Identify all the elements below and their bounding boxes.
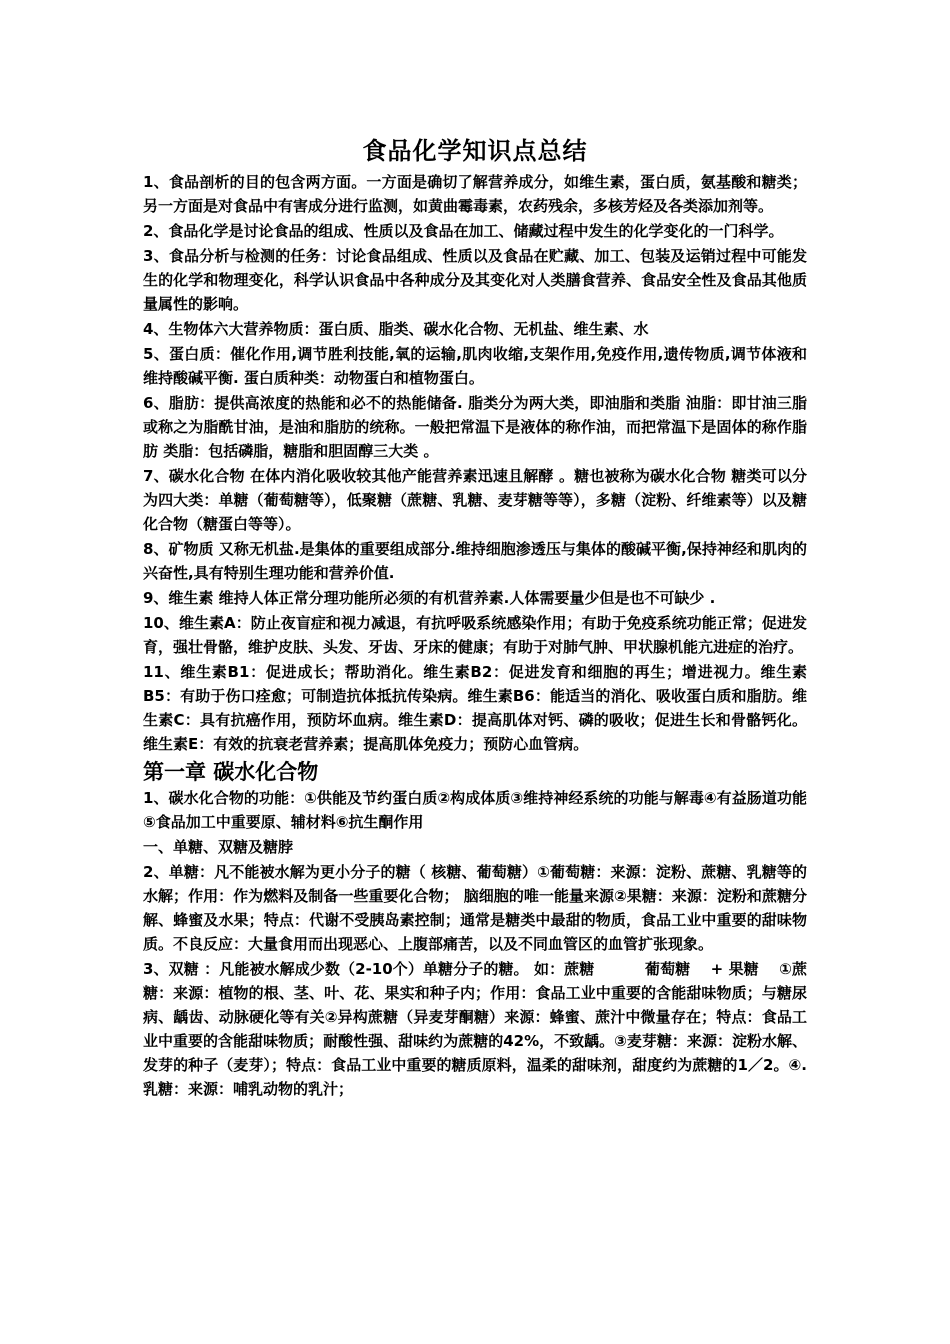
intro-paragraph-3: 3、食品分析与检测的任务：讨论食品组成、性质以及食品在贮藏、加工、包装及运销过程中可能发生的化学和物理变化，科学认识食品中各种成分及其变化对人类膳食营养、食品安全性及食品其他质量属性的影响。 [143, 247, 807, 313]
intro-paragraph-6: 6、脂肪：提供高浓度的热能和必不的热能储备. 脂类分为两大类，即油脂和类脂 油脂：即甘油三脂或称之为脂酰甘油，是油和脂肪的统称。一般把常温下是液体的称作油，而把常温下是固体的称作脂肪 类脂：包括磷脂，糖脂和胆固醇三大类 。 [143, 394, 807, 460]
intro-paragraph-10: 10、维生素A：防止夜盲症和视力减退，有抗呼吸系统感染作用；有助于免疫系统功能正常；促进发育，强壮骨骼，维护皮肤、头发、牙齿、牙床的健康；有助于对肺气肿、甲状腺机能亢进症的治疗。 [143, 614, 807, 656]
intro-paragraph-4: 4、生物体六大营养物质：蛋白质、脂类、碳水化合物、无机盐、维生素、水 [143, 320, 649, 338]
intro-paragraph-11: 11、维生素B1：促进成长；帮助消化。维生素B2：促进发育和细胞的再生；增进视力。维生素B5：有助于伤口痊愈；可制造抗体抵抗传染病。维生素B6：能适当的消化、吸收蛋白质和脂肪。维生素C：具有抗癌作用，预防坏血病。维生素D：提高肌体对钙、磷的吸收；促进生长和骨骼钙化。维生素E：有效的抗衰老营养素；提高肌体免疫力；预防心血管病。 [143, 663, 807, 753]
intro-paragraph-2: 2、食品化学是讨论食品的组成、性质以及食品在加工、储藏过程中发生的化学变化的一门科学。 [143, 222, 784, 240]
intro-paragraph-9: 9、维生素 维持人体正常分理功能所必须的有机营养素.人体需要量少但是也不可缺少 . [143, 589, 716, 607]
chapter-subheading: 一、单糖、双糖及糖脖 [143, 838, 294, 856]
intro-paragraph-8: 8、矿物质 又称无机盐.是集体的重要组成部分.维持细胞渗透压与集体的酸碱平衡,保持神经和肌肉的兴奋性,具有特别生理功能和营养价值. [143, 540, 807, 582]
document-body [143, 136, 807, 1102]
chapter-paragraph-2: 2、单糖：凡不能被水解为更小分子的糖（ 核糖、葡萄糖）①葡萄糖：来源：淀粉、蔗糖、乳糖等的水解；作用：作为燃料及制备一些重要化合物； 脑细胞的唯一能量来源②果糖：来源：淀粉和蔗糖分解、蜂蜜及水果；特点：代谢不受胰岛素控制；通常是糖类中最甜的物质，食品工业中重要的甜味物质。不良反应：大量食用而出现恶心、上腹部痛苦，以及不同血管区的血管扩张现象。 [143, 863, 807, 953]
intro-paragraph-5: 5、蛋白质：催化作用,调节胜利技能,氧的运输,肌肉收缩,支架作用,免疫作用,遗传物质,调节体液和维持酸碱平衡. 蛋白质种类：动物蛋白和植物蛋白。 [143, 345, 807, 387]
intro-paragraph-1: 1、食品剖析的目的包含两方面。一方面是确切了解营养成分，如维生素，蛋白质，氨基酸和糖类；另一方面是对食品中有害成分进行监测，如黄曲霉毒素，农药残余，多核芳烃及各类添加剂等。 [143, 173, 807, 215]
chapter-heading: 第一章 碳水化合物 [143, 759, 319, 784]
chapter-paragraph-3: 3、双糖 ：凡能被水解成少数（2-10个）单糖分子的糖。 如：蔗糖 葡萄糖 + 果糖 ①蔗糖：来源：植物的根、茎、叶、花、果实和种子内；作用：食品工业中重要的含能甜味物质；与糖尿病、龋齿、动脉硬化等有关②异构蔗糖（异麦芽酮糖）来源：蜂蜜、蔗汁中微量存在；特点：食品工业中重要的含能甜味物质；耐酸性强、甜味约为蔗糖的42%，不致龋。③麦芽糖：来源：淀粉水解、发芽的种子（麦芽）；特点：食品工业中重要的糖质原料，温柔的甜味剂，甜度约为蔗糖的1／2。④.乳糖：来源：哺乳动物的乳汁； [143, 960, 807, 1098]
intro-paragraph-7: 7、碳水化合物 在体内消化吸收较其他产能营养素迅速且解酵 。糖也被称为碳水化合物 糖类可以分为四大类：单糖（葡萄糖等），低聚糖（蔗糖、乳糖、麦芽糖等等），多糖（淀粉、纤维素等）以及糖化合物（糖蛋白等等）。 [143, 467, 807, 533]
chapter-paragraph-1: 1、碳水化合物的功能：①供能及节约蛋白质②构成体质③维持神经系统的功能与解毒④有益肠道功能⑤食品加工中重要原、辅材料⑥抗生酮作用 [143, 789, 807, 831]
document-title: 食品化学知识点总结 [362, 136, 588, 165]
